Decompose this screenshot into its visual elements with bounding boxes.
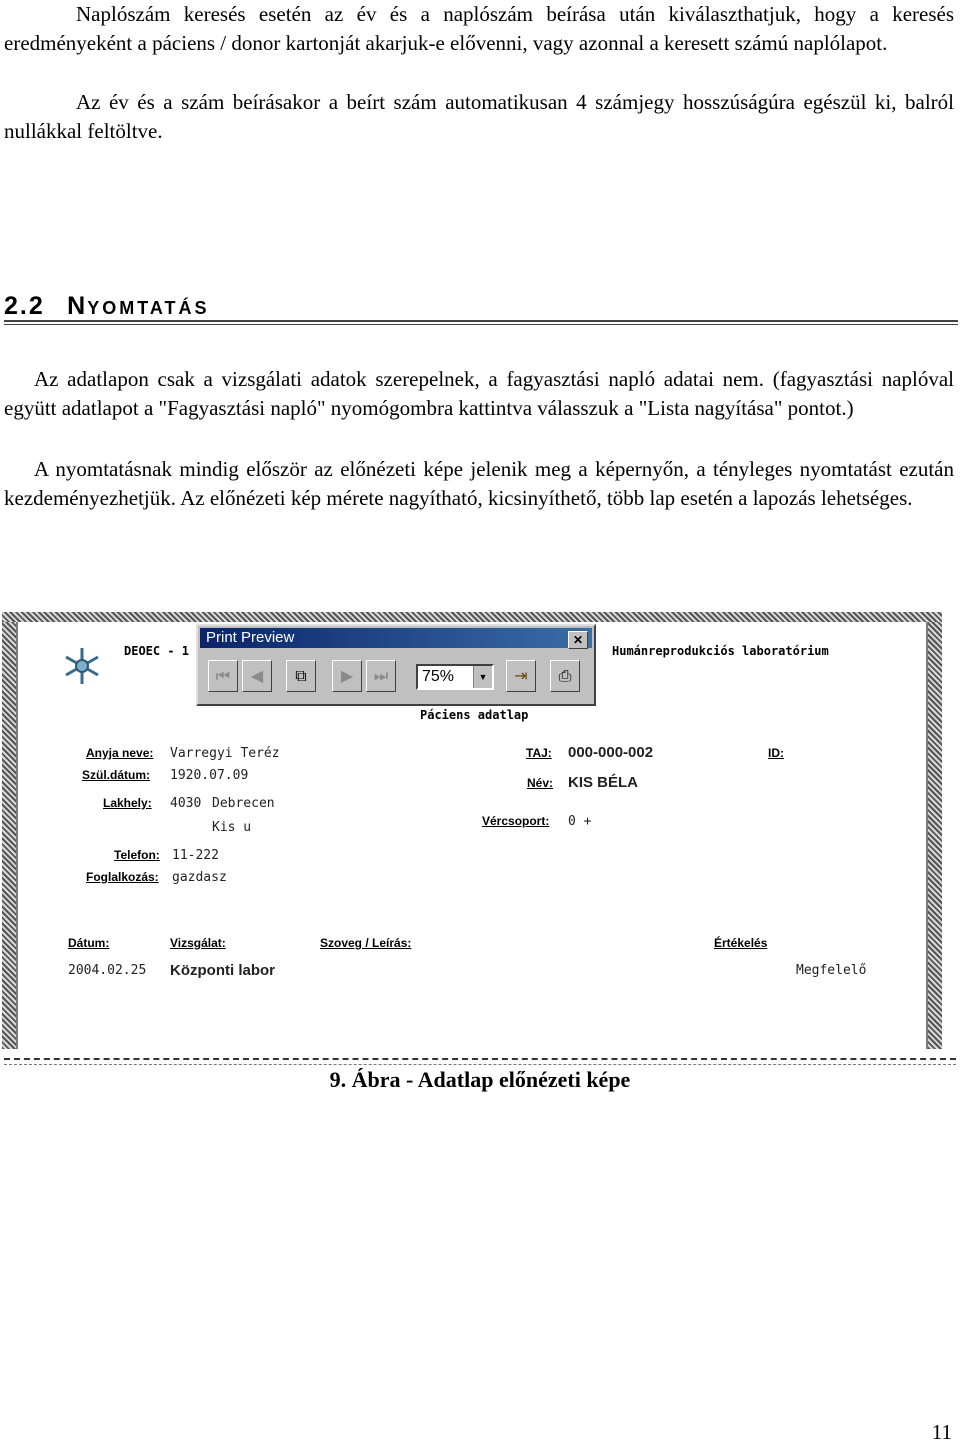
- print-preview-title: Print Preview: [206, 629, 295, 646]
- caption-separator-2: [4, 1064, 956, 1065]
- scroll-border-top: [2, 612, 942, 622]
- value-telefon: 11-222: [172, 848, 219, 863]
- chevron-down-icon[interactable]: ▼: [473, 666, 492, 688]
- value-lakhely-zip: 4030: [170, 796, 202, 811]
- value-vercsoport: 0 +: [568, 814, 592, 829]
- section-heading: [4, 292, 210, 321]
- label-szul-datum: Szül.dátum:: [82, 768, 150, 782]
- row-ertekeles: Megfelelő: [796, 963, 867, 978]
- paragraph-evszam: Az év és a szám beírásakor a beírt szám automatikusan 4 számjegy hosszúságúra egészül ki, balról nullákkal feltöltve.: [4, 90, 954, 143]
- col-header-vizsgalat: Vizsgálat:: [170, 936, 226, 950]
- value-taj: 000-000-002: [568, 744, 654, 761]
- caption-separator: [4, 1058, 956, 1060]
- multi-page-button[interactable]: ⧉: [286, 660, 316, 692]
- close-button[interactable]: ✕: [568, 631, 588, 649]
- section-number: 2.2: [4, 292, 45, 320]
- previous-page-button[interactable]: ◀: [242, 660, 272, 692]
- value-szul-datum: 1920.07.09: [170, 768, 249, 783]
- exit-door-button[interactable]: ⇥: [506, 660, 536, 692]
- print-preview-titlebar: [200, 628, 592, 648]
- scroll-border-right: [928, 612, 942, 1049]
- snowflake-logo-icon: [62, 646, 102, 686]
- last-page-button[interactable]: ⏭: [366, 660, 396, 692]
- print-preview-window: [196, 624, 596, 706]
- col-header-szoveg: Szoveg / Leírás:: [320, 936, 412, 950]
- label-foglalkozas: Foglalkozás:: [86, 870, 159, 884]
- paragraph-adatlap: Az adatlapon csak a vizsgálati adatok szerepelnek, a fagyasztási napló adatai nem. (fagyasztási naplóval együtt adatlapot a "Fagyasztási napló" nyomógombra kattintva válasszuk a "Lista nagyítása" pontot.): [4, 367, 954, 420]
- paragraph-naploszam: Naplószám keresés esetén az év és a naplószám beírása után kiválaszthatjuk, hogy a keresés eredményeként a páciens / donor kartonját akarjuk-e elővenni, vagy azonnal a keresett számú naplólapot.: [4, 2, 954, 55]
- label-anyja-neve: Anyja neve:: [86, 746, 154, 760]
- first-page-button[interactable]: ⏮: [208, 660, 238, 692]
- value-lakhely-city: Debrecen: [212, 796, 275, 811]
- label-vercsoport: Vércsoport:: [482, 814, 550, 828]
- label-id: ID:: [768, 746, 784, 760]
- label-lakhely: Lakhely:: [103, 796, 152, 810]
- heading-rule: [4, 320, 958, 325]
- col-header-ertekeles: Értékelés: [714, 936, 768, 950]
- section-title-initial: N: [67, 292, 88, 320]
- paragraph-nyomtatas: A nyomtatásnak mindig először az előnézeti képe jelenik meg a képernyőn, a tényleges nyomtatást ezután kezdeményezhetjük. Az előnézeti kép mérete nagyítható, kicsinyíthető, több lap esetén a lapozás lehetséges.: [4, 457, 954, 510]
- value-anyja-neve: Varregyi Teréz: [170, 746, 280, 761]
- col-header-datum: Dátum:: [68, 936, 110, 950]
- value-foglalkozas: gazdasz: [172, 870, 227, 885]
- label-taj: TAJ:: [526, 746, 552, 760]
- report-subtitle: Páciens adatlap: [420, 708, 529, 722]
- report-header-left: DEOEC - 1: [124, 644, 190, 658]
- label-nev: Név:: [527, 776, 554, 790]
- section-title-rest: YOMTATÁS: [87, 298, 210, 318]
- figure-caption: 9. Ábra - Adatlap előnézeti képe: [329, 1067, 631, 1092]
- value-lakhely-street: Kis u: [212, 820, 252, 835]
- value-nev: KIS BÉLA: [568, 774, 639, 791]
- scroll-border-left: [2, 612, 16, 1049]
- row-datum: 2004.02.25: [68, 963, 147, 978]
- print-button[interactable]: ⎙: [550, 660, 580, 692]
- zoom-value: 75%: [422, 668, 455, 685]
- label-telefon: Telefon:: [114, 848, 160, 862]
- row-vizsgalat: Központi labor: [170, 962, 275, 979]
- next-page-button[interactable]: ▶: [332, 660, 362, 692]
- zoom-select[interactable]: [416, 664, 494, 690]
- page-number: 11: [931, 1420, 952, 1444]
- report-header-right: Humánreprodukciós laboratórium: [612, 644, 829, 658]
